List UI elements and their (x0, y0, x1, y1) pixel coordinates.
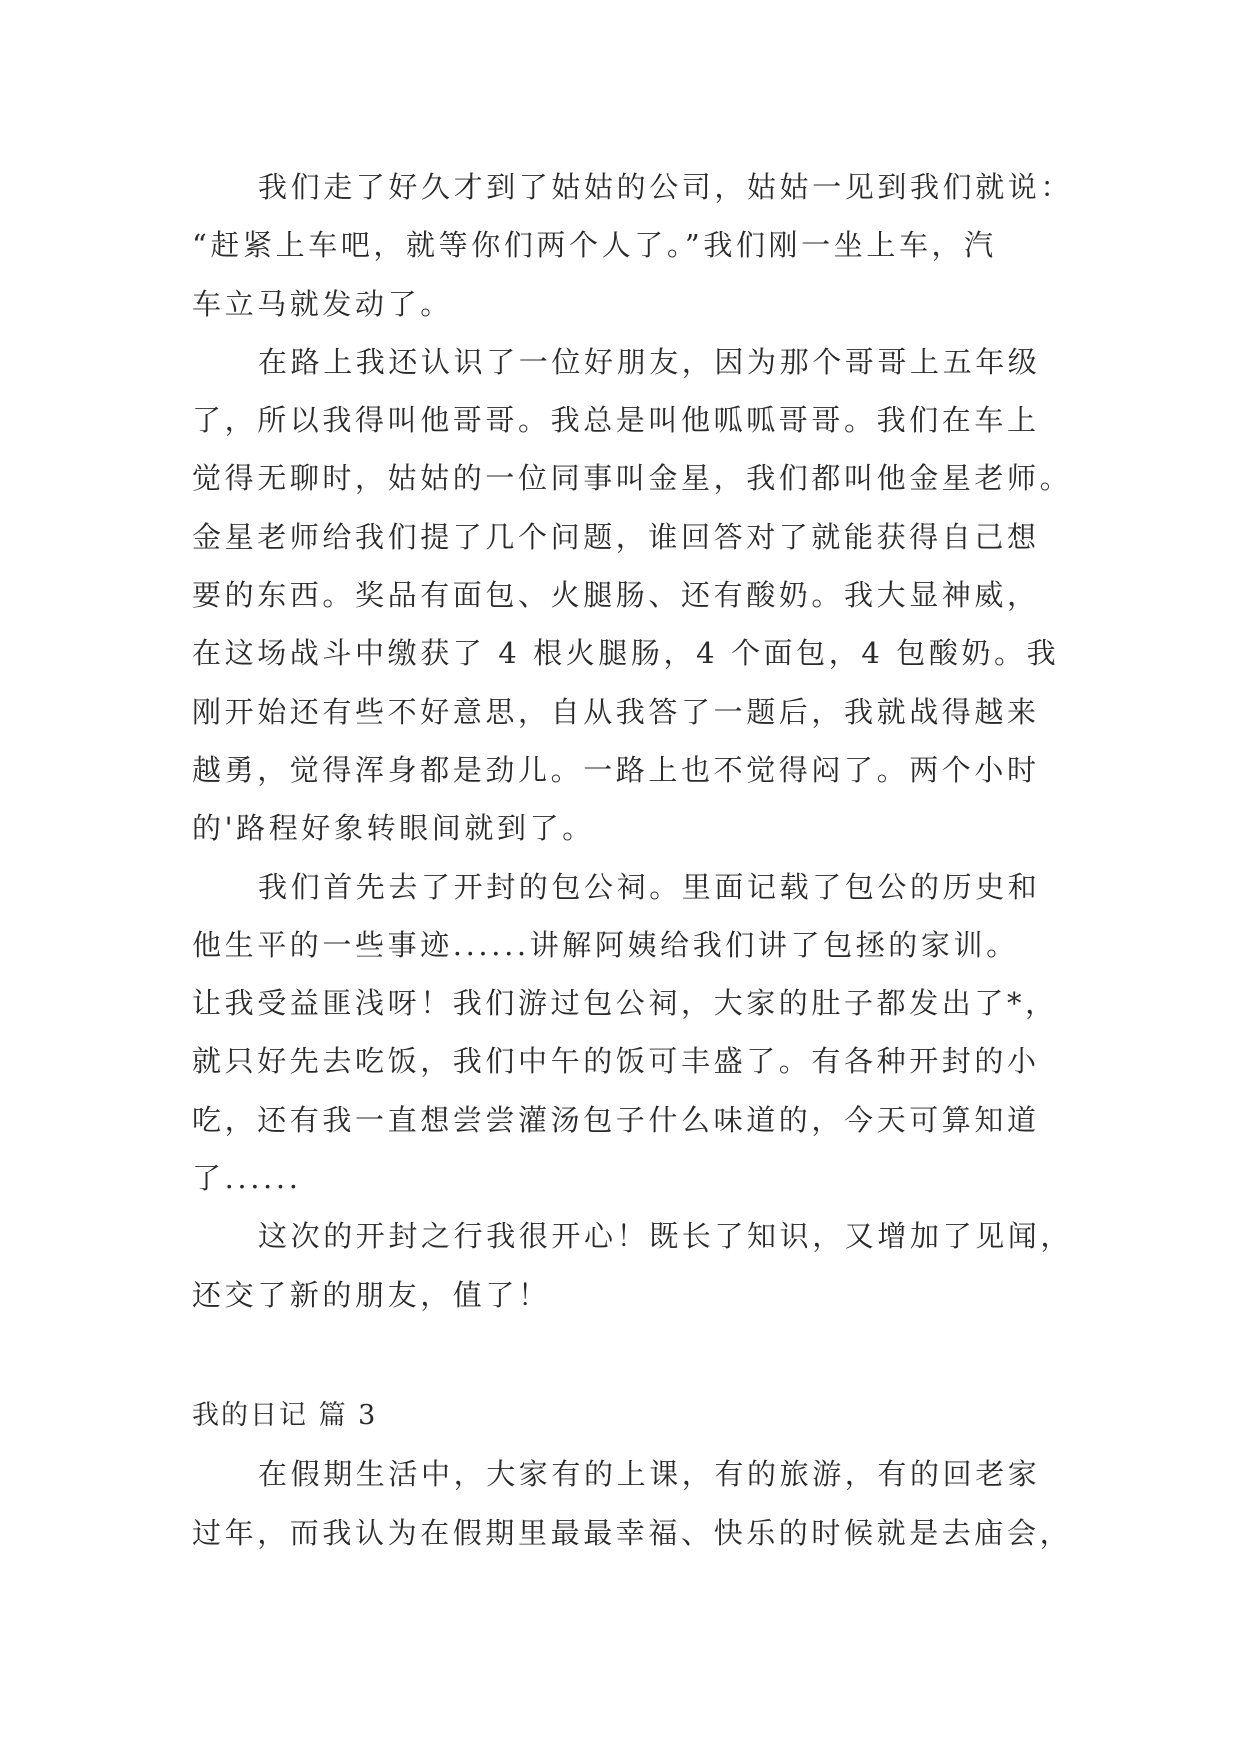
text-line: 要的东西。奖品有面包、火腿肠、还有酸奶。我大显神威， (192, 578, 1040, 613)
text-line: 这次的开封之行我很开心！既长了知识，又增加了见闻， (258, 1219, 1074, 1254)
text-line: “赶紧上车吧，就等你们两个人了。”我们刚一坐上车，汽 (192, 228, 997, 263)
section-heading: 我的日记 篇 3 (192, 1399, 378, 1431)
text-line: 在假期生活中，大家有的上课，有的旅游，有的回老家 (258, 1457, 1041, 1492)
text-line: 金星老师给我们提了几个问题，谁回答对了就能获得自己想 (192, 519, 1040, 554)
text-line: 越勇，觉得浑身都是劲儿。一路上也不觉得闷了。两个小时 (192, 752, 1040, 787)
text-line: 我们首先去了开封的包公祠。里面记载了包公的历史和 (258, 869, 1041, 904)
text-line: 车立马就发动了。 (192, 286, 453, 321)
text-line: 刚开始还有些不好意思，自从我答了一题后，我就战得越来 (192, 694, 1040, 729)
text-line: 他生平的一些事迹......讲解阿姨给我们讲了包拯的家训。 (192, 927, 1019, 962)
text-line: 的'路程好象转眼间就到了。 (192, 811, 595, 846)
text-line: 在这场战斗中缴获了 4 根火腿肠，4 个面包，4 包酸奶。我 (192, 636, 1060, 671)
paragraph-conclusion (192, 1207, 1074, 1324)
text-line: 还交了新的朋友，值了！ (192, 1277, 551, 1312)
text-line: 了...... (192, 1161, 302, 1196)
text-line: 就只好先去吃饭，我们中午的饭可丰盛了。有各种开封的小 (192, 1044, 1040, 1079)
text-line: 我们走了好久才到了姑姑的公司，姑姑一见到我们就说： (258, 170, 1074, 204)
text-line: 觉得无聊时，姑姑的一位同事叫金星，我们都叫他金星老师。 (192, 461, 1073, 496)
text-line: 了，所以我得叫他哥哥。我总是叫他呱呱哥哥。我们在车上 (192, 403, 1040, 438)
paragraph-temple-fair (192, 1445, 1073, 1562)
document-body (192, 158, 1074, 1562)
text-line: 让我受益匪浅呀！我们游过包公祠，大家的肚子都发出了*， (192, 986, 1058, 1021)
text-line: 吃，还有我一直想尝尝灌汤包子什么味道的，今天可算知道 (192, 1102, 1040, 1137)
text-line: 过年，而我认为在假期里最最幸福、快乐的时候就是去庙会， (192, 1515, 1073, 1550)
paragraph-on-the-road (192, 333, 1073, 858)
paragraph-arrival (192, 158, 1074, 333)
text-line: 在路上我还认识了一位好朋友，因为那个哥哥上五年级 (258, 344, 1041, 379)
section-gap (192, 1324, 1050, 1387)
paragraph-baogong-temple (192, 858, 1058, 1208)
